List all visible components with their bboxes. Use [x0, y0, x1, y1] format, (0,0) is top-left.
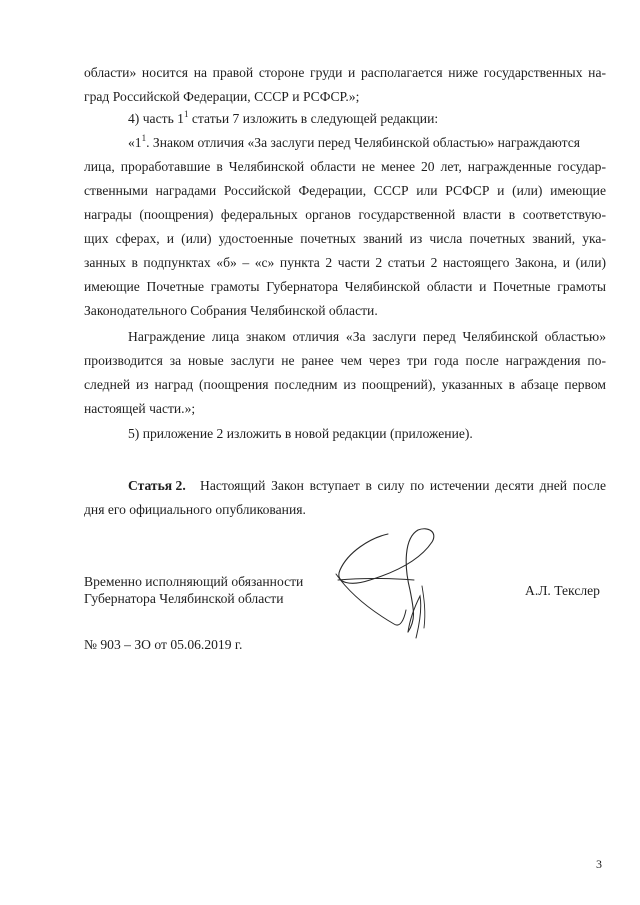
body-line: щих сферах, и (или) удостоенные почетных званий из числа почетных званий, ука- [84, 231, 606, 246]
law-number: № 903 – ЗО от 05.06.2019 г. [84, 637, 243, 652]
body-line: занных в подпунктах «б» – «с» пункта 2 части 2 статьи 2 настоящего Закона, и (или) [84, 255, 606, 270]
signatory-position-line: Губернатора Челябинской области [84, 591, 284, 606]
amendment-item-4 [128, 110, 438, 128]
body-line: дня его официального опубликования. [84, 502, 306, 517]
handwritten-signature [330, 520, 470, 650]
quoted-paragraph-start [128, 134, 606, 152]
signatory-position [84, 573, 303, 607]
signatory-name: А.Л. Текслер [525, 583, 600, 598]
signatory-position-line: Временно исполняющий обязанности [84, 574, 304, 589]
body-line: лица, проработавшие в Челябинской области не менее 20 лет, награжденные государ- [84, 159, 606, 174]
body-line: Законодательного Собрания Челябинской области. [84, 303, 378, 318]
superscript: 1 [183, 109, 189, 119]
body-line: настоящей части.»; [84, 401, 196, 416]
body-text: . Знаком отличия «За заслуги перед Челябинской областью» награждаются [146, 135, 581, 150]
superscript: 1 [141, 133, 147, 143]
article-label: Статья 2. [128, 478, 186, 493]
body-text: «1 [128, 135, 142, 150]
body-line: следней из наград (поощрения последним из поощрений), указанных в абзаце первом [84, 377, 606, 392]
body-line: ственными наградами Российской Федерации, СССР или РСФСР и (или) имеющие [84, 183, 606, 198]
amendment-item-5: 5) приложение 2 изложить в новой редакции (приложение). [128, 426, 473, 441]
body-text: статьи 7 изложить в следующей редакции: [188, 111, 439, 126]
body-line: награды (поощрения) федеральных органов государственной власти в соответствую- [84, 207, 606, 222]
body-line: град Российской Федерации, СССР и РСФСР.»; [84, 89, 360, 104]
body-text: 4) часть 1 [128, 111, 184, 126]
article-2-heading [128, 477, 186, 495]
body-line: области» носится на правой стороне груди и располагается ниже государственных на- [84, 65, 606, 80]
page-number: 3 [596, 857, 602, 871]
body-line: производится за новые заслуги не ранее чем через три года после награждения по- [84, 353, 606, 368]
body-line: Настоящий Закон вступает в силу по истечении десяти дней после [200, 478, 606, 493]
body-line: имеющие Почетные грамоты Губернатора Челябинской области и Почетные грамоты [84, 279, 606, 294]
body-line: Награждение лица знаком отличия «За заслуги перед Челябинской областью» [128, 329, 606, 344]
